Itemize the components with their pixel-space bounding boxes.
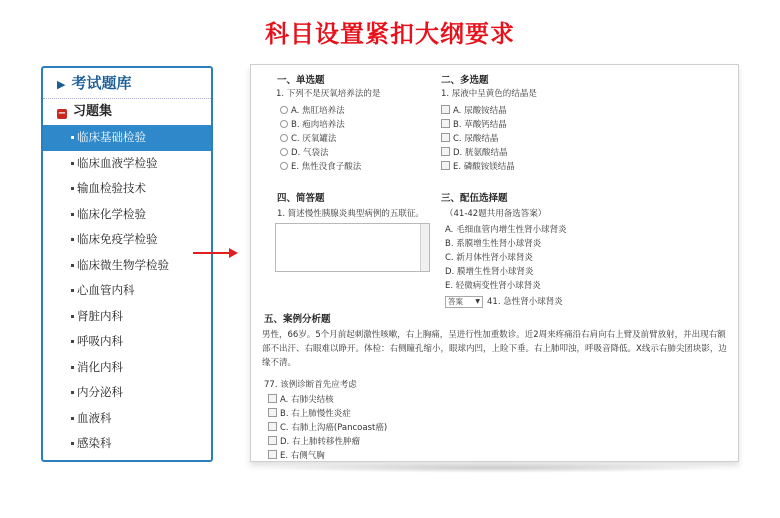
matching-option: D. 膜增生性肾小球肾炎 [445, 267, 534, 277]
sidebar-item[interactable]: 肾脏内科 [43, 304, 211, 330]
matching-option: E. 轻微病变性肾小球肾炎 [445, 281, 541, 291]
multi-choice-question: 1. 尿液中呈黄色的结晶是 [441, 89, 537, 99]
checkbox-icon[interactable] [268, 436, 277, 445]
sidebar-item[interactable]: 呼吸内科 [43, 329, 211, 355]
sidebar-item[interactable]: 内分泌科 [43, 380, 211, 406]
checkbox-icon[interactable] [268, 408, 277, 417]
multi-option[interactable]: C. 尿酸结晶 [441, 132, 498, 144]
arrow-right-icon [193, 248, 239, 258]
case-title: 五、案例分析题 [264, 314, 331, 325]
radio-icon[interactable] [280, 148, 288, 156]
multi-choice-title: 二、多选题 [441, 75, 489, 86]
matching-answer-row: 答案 ▼ 41. 急性肾小球肾炎 [445, 295, 563, 308]
case-option[interactable]: E. 右侧气胸 [268, 449, 325, 461]
sidebar [41, 66, 213, 462]
sidebar-item[interactable]: 临床基础检验 [43, 125, 211, 151]
case-option[interactable]: A. 右肺尖结核 [268, 393, 334, 405]
sidebar-item[interactable]: 临床化学检验 [43, 202, 211, 228]
multi-option[interactable]: A. 尿酸铵结晶 [441, 104, 507, 116]
scrollbar[interactable] [420, 224, 429, 271]
single-option[interactable]: E. 焦性没食子酸法 [280, 160, 361, 172]
case-question: 77. 该例诊断首先应考虑 [264, 380, 357, 390]
radio-icon[interactable] [280, 106, 288, 114]
matching-title: 三、配伍选择题 [441, 193, 508, 204]
case-option[interactable]: C. 右肺上沟癌(Pancoast癌) [268, 421, 387, 433]
answer-select[interactable]: 答案 ▼ [445, 296, 483, 308]
sidebar-item[interactable]: 临床血液学检验 [43, 151, 211, 177]
sidebar-item[interactable]: 心血管内科 [43, 278, 211, 304]
radio-icon[interactable] [280, 162, 288, 170]
case-option[interactable]: D. 右上肺转移性肿瘤 [268, 435, 360, 447]
sidebar-section[interactable] [43, 99, 211, 125]
multi-option[interactable]: B. 草酸钙结晶 [441, 118, 507, 130]
sidebar-item[interactable]: 临床微生物学检验 [43, 253, 211, 279]
case-text: 男性，66岁。5个月前起刺激性咳嗽，右上胸痛，呈进行性加重数诊。近2周来疼痛沿右肩向右上臂及前臂放射，并出现右额部不出汗、右眼难以睁开。体检：右侧瞳孔缩小，眼球内凹，上睑下垂。右上肺叩浊，呼吸音降低。X线示右肺尖团块影，边缘不清。 [262, 330, 727, 368]
matching-option: C. 新月体性肾小球肾炎 [445, 253, 533, 263]
checkbox-icon[interactable] [268, 394, 277, 403]
sidebar-item[interactable]: 血液科 [43, 406, 211, 432]
checkbox-icon[interactable] [441, 133, 450, 142]
sidebar-item[interactable]: 消化内科 [43, 355, 211, 381]
sidebar-item[interactable]: 输血检验技术 [43, 176, 211, 202]
checkbox-icon[interactable] [441, 105, 450, 114]
page-title: 科目设置紧扣大纲要求 [265, 20, 515, 48]
single-choice-question: 1. 下列不是厌氧培养法的是 [276, 89, 381, 99]
case-option[interactable]: B. 右上肺慢性炎症 [268, 407, 351, 419]
collapse-icon[interactable]: − [57, 108, 67, 119]
single-option[interactable]: B. 疱肉培养法 [280, 118, 345, 130]
matching-option: A. 毛细血管内增生性肾小球肾炎 [445, 225, 567, 235]
checkbox-icon[interactable] [268, 450, 277, 459]
multi-option[interactable]: D. 胱氨酸结晶 [441, 146, 507, 158]
single-option[interactable]: A. 焦肛培养法 [280, 104, 345, 116]
paper-shadow [262, 463, 724, 473]
essay-answer-input[interactable] [275, 223, 430, 272]
matching-option: B. 系膜增生性肾小球肾炎 [445, 239, 542, 249]
sidebar-item[interactable]: 感染科 [43, 431, 211, 457]
sidebar-section-label: 习题集 [73, 104, 113, 119]
essay-title: 四、简答题 [277, 193, 325, 204]
radio-icon[interactable] [280, 120, 288, 128]
single-option[interactable]: C. 厌氧罐法 [280, 132, 336, 144]
checkbox-icon[interactable] [441, 119, 450, 128]
essay-question: 1. 简述慢性胰腺炎典型病例的五联征。 [277, 209, 424, 219]
sidebar-header[interactable] [43, 68, 211, 99]
multi-option[interactable]: E. 磷酸铵镁结晶 [441, 160, 515, 172]
sidebar-header-label: 考试题库 [71, 74, 132, 92]
single-choice-title: 一、单选题 [277, 75, 325, 86]
triangle-right-icon: ▶ [57, 78, 66, 91]
single-option[interactable]: D. 气袋法 [280, 146, 328, 158]
checkbox-icon[interactable] [441, 161, 450, 170]
matching-note: （41-42题共用备选答案） [445, 209, 547, 219]
checkbox-icon[interactable] [268, 422, 277, 431]
sidebar-item[interactable]: 临床免疫学检验 [43, 227, 211, 253]
radio-icon[interactable] [280, 134, 288, 142]
chevron-down-icon: ▼ [475, 298, 480, 305]
checkbox-icon[interactable] [441, 147, 450, 156]
